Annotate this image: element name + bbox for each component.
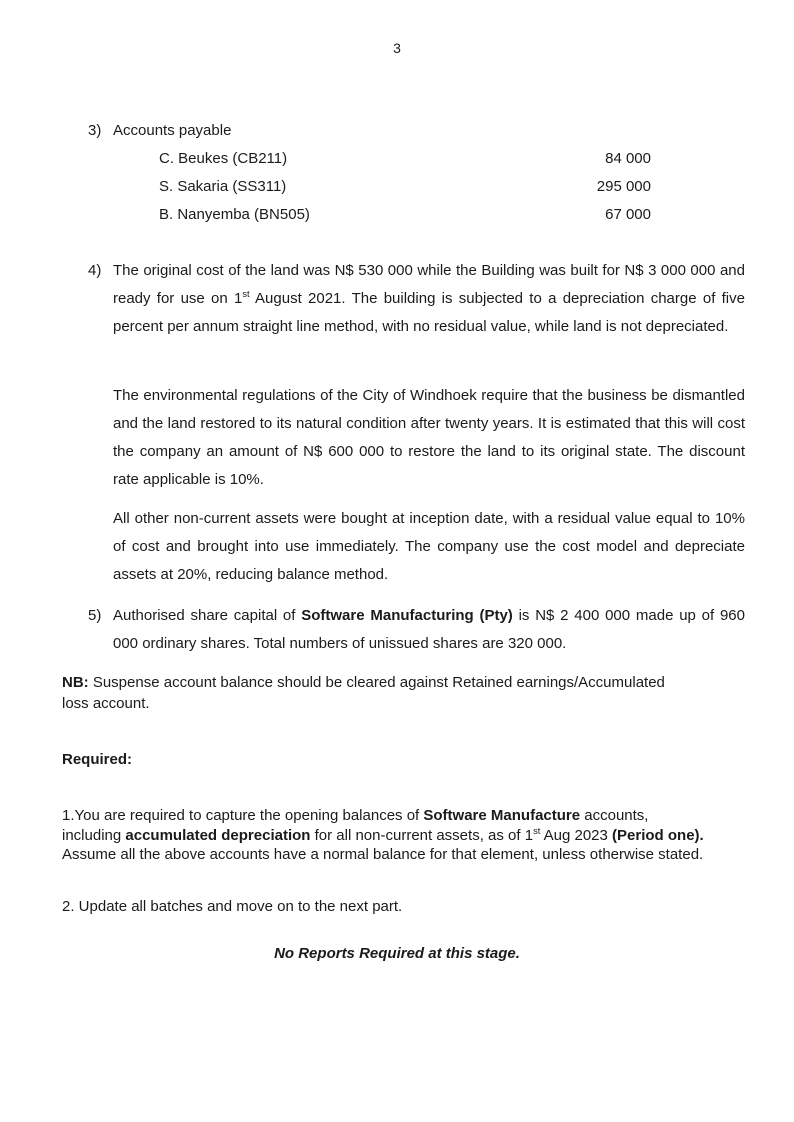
creditor-name: C. Beukes (CB211) xyxy=(159,150,288,167)
creditor-row xyxy=(88,201,651,229)
no-reports-note: No Reports Required at this stage. xyxy=(274,945,520,962)
share-capital-item xyxy=(88,602,745,658)
list-marker: 4) xyxy=(88,262,102,279)
nb-note: NB: Suspense account balance should be cleared against Retained earnings/Accumulated loss account. xyxy=(62,674,665,712)
list-marker: 3) xyxy=(88,122,102,139)
creditor-amount: 67 000 xyxy=(605,206,651,223)
accounts-payable-heading xyxy=(88,117,651,145)
task-1-paragraph: 1.You are required to capture the opening balances of Software Manufacture accounts, including accumulated depreciation for all non-current assets, as of 1st Aug 2023 (Period one). Assume all the above accounts have a normal balance for that element, unless otherwise stated. xyxy=(62,807,704,864)
accounts-payable-title: Accounts payable xyxy=(113,122,232,139)
list-marker: 5) xyxy=(88,607,102,624)
creditor-amount: 295 000 xyxy=(596,178,651,195)
land-building-item xyxy=(88,257,745,341)
environmental-regulations-paragraph: The environmental regulations of the City of Windhoek require that the business be dismantled and the land restored to its natural condition after twenty years. It is estimated that this will cost the company an amount of N$ 600 000 to restore the land to its original state. The discount rate applicable is 10%. xyxy=(113,387,745,488)
creditor-amount: 84 000 xyxy=(605,150,651,167)
creditor-name: B. Nanyemba (BN505) xyxy=(159,206,310,223)
share-capital-paragraph: Authorised share capital of Software Manufacturing (Pty) is N$ 2 400 000 made up of 960 000 ordinary shares. Total numbers of unissued shares are 320 000. xyxy=(113,607,745,652)
other-assets-paragraph: All other non-current assets were bought at inception date, with a residual value equal to 10% of cost and brought into use immediately. The company use the cost model and depreciate assets at 20%, reducing balance method. xyxy=(113,510,745,583)
creditor-row xyxy=(88,173,651,201)
creditor-name: S. Sakaria (SS311) xyxy=(159,178,287,195)
creditor-row xyxy=(88,145,651,173)
land-building-paragraph: The original cost of the land was N$ 530 000 while the Building was built for N$ 3 000 000 and ready for use on 1st August 2021. The building is subjected to a depreciation charge of five percent per annum straight line method, with no residual value, while land is not depreciated. xyxy=(113,262,745,335)
task-2-paragraph: 2. Update all batches and move on to the next part. xyxy=(62,898,403,915)
required-heading: Required: xyxy=(62,751,133,768)
page-number: 3 xyxy=(393,40,401,56)
accounts-payable-section xyxy=(88,117,651,229)
